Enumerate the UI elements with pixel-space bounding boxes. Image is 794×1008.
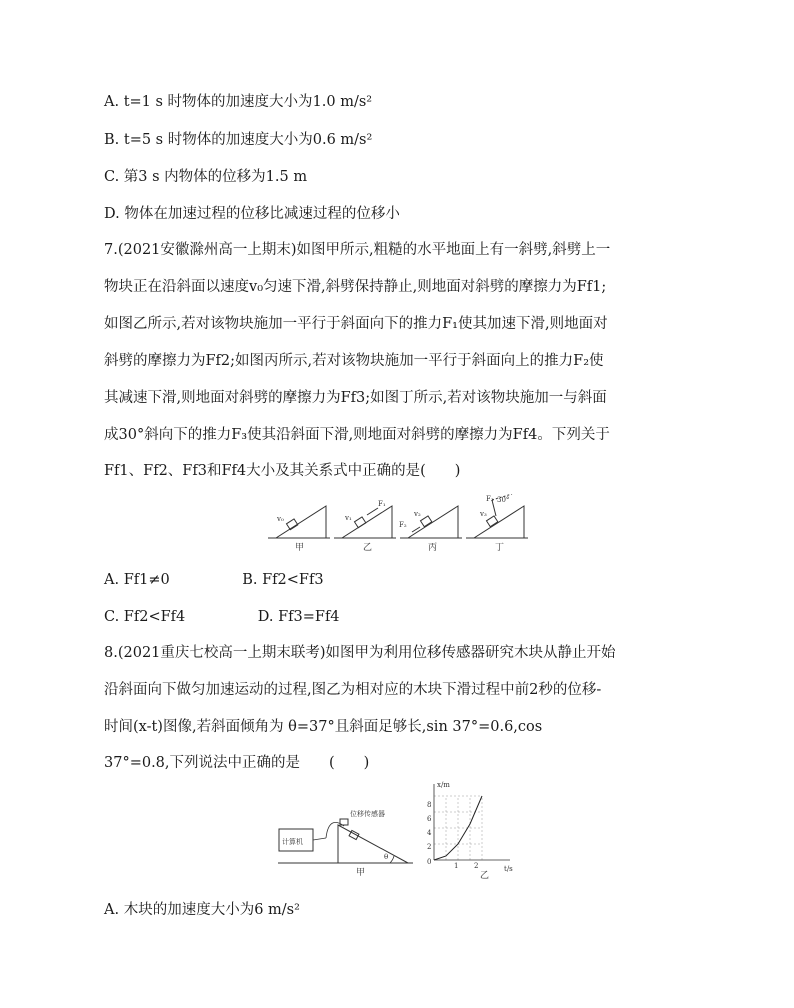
y-tick-0: 0 (427, 858, 432, 866)
label-30-degree: 30° (497, 496, 510, 504)
question-7-line-5: 其减速下滑,则地面对斜劈的摩擦力为Ff3;如图丁所示,若对该物块施加一与斜面 (104, 390, 607, 406)
y-tick-6: 6 (427, 815, 432, 823)
option-a-q6: A. t=1 s 时物体的加速度大小为1.0 m/s² (104, 94, 373, 110)
label-v0: v₀ (277, 515, 284, 523)
caption-jia: 甲 (295, 543, 305, 552)
label-v1: v₁ (345, 514, 352, 522)
x-tick-1: 1 (454, 862, 459, 870)
q7-option-c-d: C. Ff2<Ff4 D. Ff3=Ff4 (104, 609, 340, 625)
question-7-line-4: 斜劈的摩擦力为Ff2;如图丙所示,若对该物块施加一平行于斜面向上的推力F₂使 (104, 353, 604, 369)
y-tick-4: 4 (427, 829, 432, 837)
y-tick-8: 8 (427, 801, 432, 809)
label-v3: v₃ (480, 510, 487, 518)
question-8-line-4: 37°=0.8,下列说法中正确的是 ( ) (104, 755, 370, 771)
incline-yi (334, 506, 396, 538)
computer-label: 计算机 (282, 838, 303, 846)
angle-theta: θ (384, 853, 389, 861)
incline-bing (400, 506, 462, 538)
question-7-line-3: 如图乙所示,若对该物块施加一平行于斜面向下的推力F₁使其加速下滑,则地面对 (104, 316, 608, 332)
label-f1: F₁ (378, 500, 386, 508)
caption-ding: 丁 (495, 543, 505, 552)
y-tick-2: 2 (427, 843, 432, 851)
x-tick-2: 2 (474, 862, 479, 870)
q7-option-a-b: A. Ff1≠0 B. Ff2<Ff3 (104, 572, 324, 588)
option-d-q6: D. 物体在加速过程的位移比减速过程的位移小 (104, 206, 400, 222)
question-7-line-2: 物块正在沿斜面以速度v₀匀速下滑,斜劈保持静止,则地面对斜劈的摩擦力为Ff1; (104, 279, 607, 295)
incline (338, 825, 408, 863)
question-8-line-3: 时间(x-t)图像,若斜面倾角为 θ=37°且斜面足够长,sin 37°=0.6,cos (104, 719, 543, 735)
caption-yi-8: 乙 (480, 871, 490, 880)
question-7-line-6: 成30°斜向下的推力F₃使其沿斜面下滑,则地面对斜劈的摩擦力为Ff4。下列关于 (104, 427, 610, 443)
q8-option-a: A. 木块的加速度大小为6 m/s² (104, 902, 300, 918)
label-f3: F₃ (486, 495, 494, 503)
figure-8-apparatus (278, 808, 418, 878)
x-axis-label: t/s (504, 865, 513, 873)
caption-yi: 乙 (363, 543, 373, 552)
option-c-q6: C. 第3 s 内物体的位移为1.5 m (104, 169, 308, 185)
figure-8-xt-graph (424, 780, 514, 880)
figure-7-inclines (268, 494, 538, 552)
caption-jia-8: 甲 (356, 868, 366, 878)
option-b-q6: B. t=5 s 时物体的加速度大小为0.6 m/s² (104, 132, 373, 148)
question-8-line-2: 沿斜面向下做匀加速运动的过程,图乙为相对应的木块下滑过程中前2秒的位移- (104, 682, 602, 698)
caption-bing: 丙 (428, 543, 438, 552)
graph-grid (434, 796, 482, 860)
question-7-line-1: 7.(2021安徽滁州高一上期末)如图甲所示,粗糙的水平地面上有一斜劈,斜劈上一 (104, 242, 611, 258)
question-7-line-7: Ff1、Ff2、Ff3和Ff4大小及其关系式中正确的是( ) (104, 463, 461, 479)
y-axis-label: x/m (437, 781, 450, 789)
label-v2: v₂ (414, 510, 421, 518)
question-8-line-1: 8.(2021重庆七校高一上期末联考)如图甲为利用位移传感器研究木块从静止开始 (104, 645, 616, 661)
sensor-label: 位移传感器 (350, 810, 385, 818)
label-f2: F₂ (399, 521, 407, 529)
